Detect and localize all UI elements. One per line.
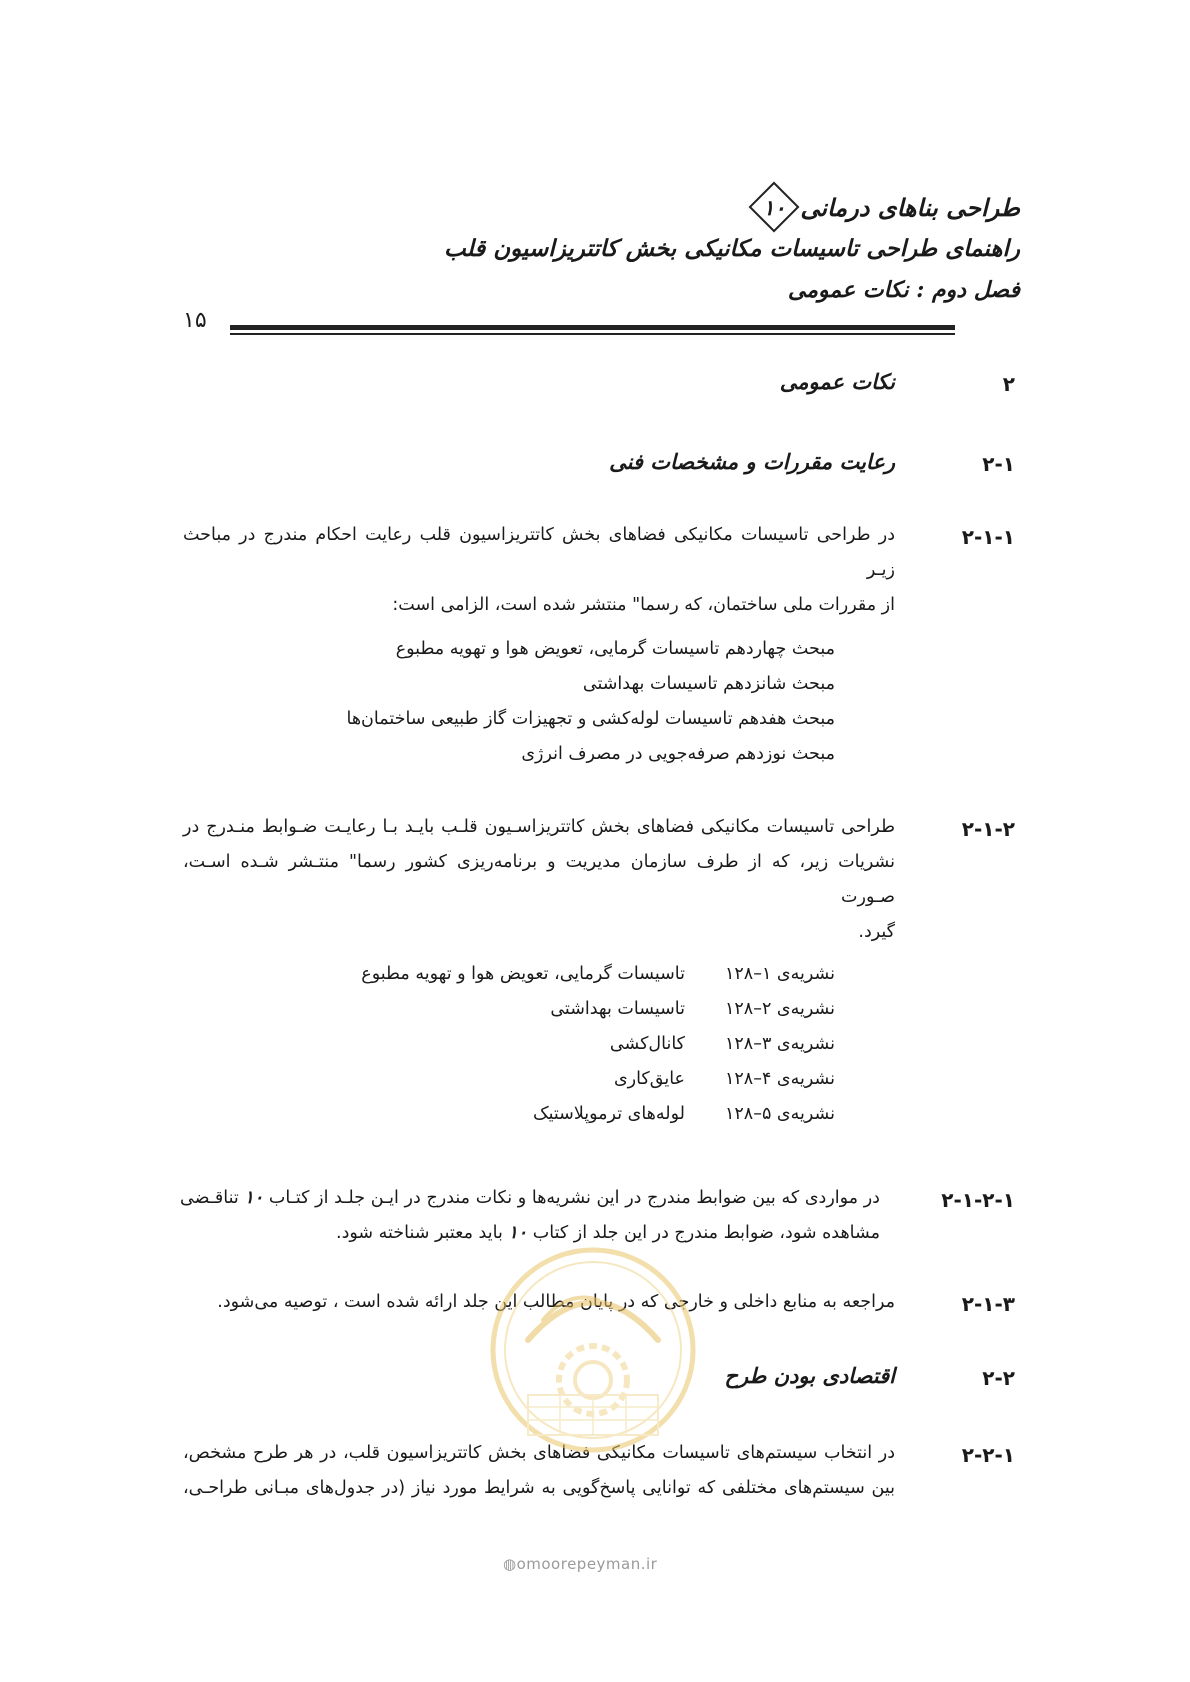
list-item: مبحث شانزدهم تاسیسات بهداشتی — [582, 674, 835, 694]
list-item — [361, 1097, 835, 1132]
section-number: ۲-۲ — [982, 1366, 1015, 1390]
paragraph-line — [180, 1181, 880, 1216]
paragraph-line: مراجعه به منابع داخلی و خارجی که در پایان مطالب این جلد ارائه شده است ، توصیه می‌شود. — [217, 1292, 895, 1312]
section-number: ۲ — [1002, 372, 1015, 396]
volume-badge — [750, 183, 798, 231]
paragraph-line: گیرد. — [858, 922, 895, 942]
clause-paragraph — [180, 1181, 880, 1251]
publication-code: نشریه‌ی ۵–۱۲۸ — [724, 1104, 835, 1124]
clause-number: ۲-۲-۱ — [961, 1443, 1015, 1467]
list-item — [361, 1027, 835, 1062]
list-item — [361, 1062, 835, 1097]
list-item — [361, 992, 835, 1027]
list-item — [361, 957, 835, 992]
watermark-logo-icon — [488, 1245, 698, 1455]
publication-code: نشریه‌ی ۳–۱۲۸ — [724, 1034, 835, 1054]
paragraph-line: طراحی تاسیسات مکانیکی فضاهای بخش کاتتریزاسـیون قلـب بایـد بـا رعایـت ضـوابط منـدرج در — [183, 817, 895, 837]
paragraph-line: در انتخاب سیستم‌های تاسیسات مکانیکی فضاهای بخش کاتتریزاسیون قلب، در هر طرح مشخص، — [183, 1443, 895, 1463]
clause-paragraph — [183, 810, 895, 950]
publication-title: عایق‌کاری — [613, 1069, 685, 1089]
publication-title: لوله‌های ترموپلاستیک — [532, 1104, 685, 1124]
paragraph-line: نشریات زیر، که از طرف سازمان مدیریت و برنامه‌ریزی کشور رسما" منتـشر شـده اسـت، صـورت — [183, 852, 895, 907]
list-item: مبحث چهاردهم تاسیسات گرمایی، تعویض هوا و تهویه مطبوع — [395, 639, 835, 659]
paragraph-line: بین سیستم‌های مختلفی که توانایی پاسخ‌گویی به شرایط مورد نیاز (در جدول‌های مبـانی طراحـی، — [183, 1478, 895, 1498]
publication-list — [361, 957, 835, 1132]
list-item: مبحث هفدهم تاسیسات لوله‌کشی و تجهیزات گاز طبیعی ساختمان‌ها — [346, 709, 835, 729]
clause-number: ۲-۱-۱ — [961, 525, 1015, 549]
list-item: مبحث نوزدهم صرفه‌جویی در مصرف انرژی — [521, 744, 835, 764]
publication-title: تاسیسات بهداشتی — [550, 999, 685, 1019]
header-rule-thick — [230, 325, 955, 330]
book-title — [750, 183, 1020, 231]
text-run: در مواردی که بین ضوابط مندرج در این نشریه‌ها و نکات مندرج در ایـن جلـد از کتـاب — [268, 1188, 880, 1208]
watermark-url-text: omoorepeyman.ir — [516, 1555, 658, 1573]
publication-code: نشریه‌ی ۱–۱۲۸ — [724, 964, 835, 984]
guide-title: راهنمای طراحی تاسیسات مکانیکی بخش کاتتریزاسیون قلب — [444, 235, 1020, 262]
section-heading: اقتصادی بودن طرح — [724, 1363, 895, 1388]
text-run: مشاهده شود، ضوابط مندرج در این جلد از کتاب — [532, 1223, 880, 1243]
globe-icon: ◍ — [503, 1555, 517, 1573]
clause-number: ۲-۱-۲ — [961, 817, 1015, 841]
watermark-url — [503, 1555, 657, 1573]
book-number: ۱۰ — [508, 1223, 528, 1243]
paragraph-line: از مقررات ملی ساختمان، که رسما" منتشر شده است، الزامی است: — [392, 595, 895, 615]
section-number: ۲-۱ — [982, 452, 1015, 476]
publication-title: تاسیسات گرمایی، تعویض هوا و تهویه مطبوع — [361, 964, 685, 984]
book-title-text: طراحی بناهای درمانی — [800, 192, 1020, 222]
section-heading: نکات عمومی — [779, 369, 895, 394]
publication-code: نشریه‌ی ۴–۱۲۸ — [724, 1069, 835, 1089]
volume-number: ۱۰ — [763, 194, 786, 220]
chapter-title: فصل دوم : نکات عمومی — [787, 277, 1020, 303]
header-rule-thin — [230, 333, 955, 335]
clause-paragraph — [183, 518, 895, 623]
regulation-list — [346, 632, 835, 772]
book-number: ۱۰ — [244, 1188, 264, 1208]
paragraph-line: در طراحی تاسیسات مکانیکی فضاهای بخش کاتتریزاسیون قلب رعایت احکام مندرج در مباحث زیـر — [183, 525, 895, 580]
text-run: باید معتبر شناخته شود. — [336, 1223, 503, 1243]
page-number: ۱۵ — [183, 308, 207, 333]
clause-number: ۲-۱-۲-۱ — [941, 1188, 1015, 1212]
publication-title: کانال‌کشی — [609, 1034, 685, 1054]
publication-code: نشریه‌ی ۲–۱۲۸ — [724, 999, 835, 1019]
clause-number: ۲-۱-۳ — [961, 1292, 1015, 1316]
section-heading: رعایت مقررات و مشخصات فنی — [609, 449, 895, 474]
text-run: تناقـضی — [180, 1188, 239, 1208]
